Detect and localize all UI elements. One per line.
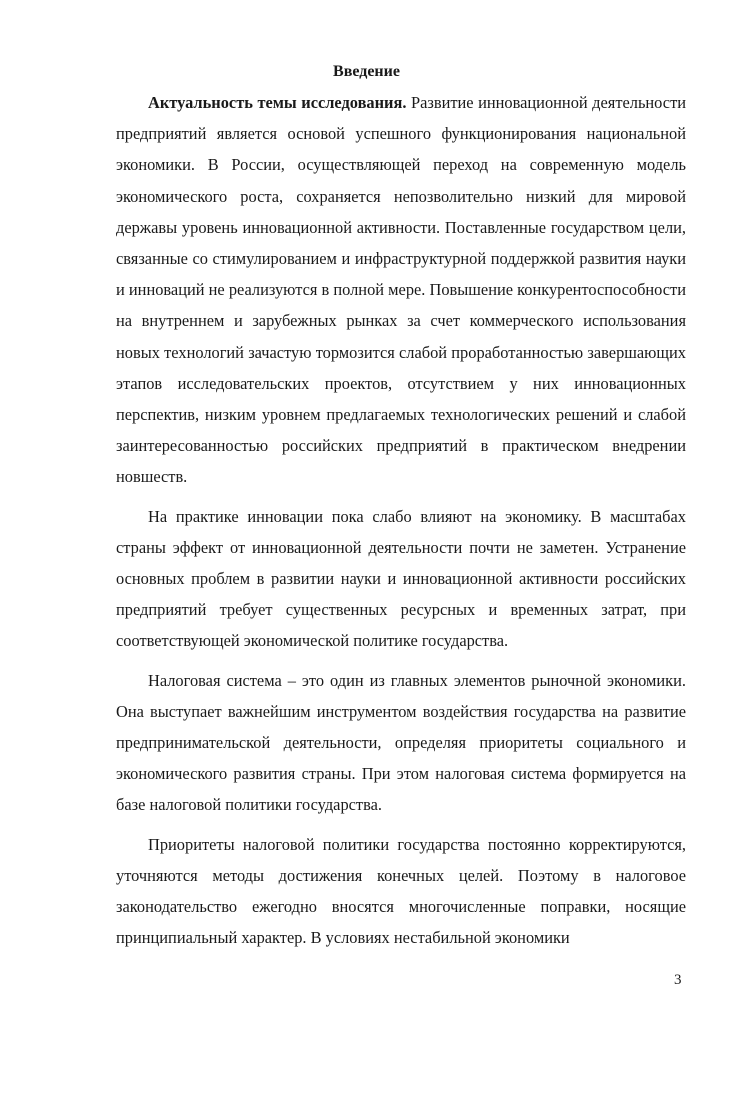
paragraph-lead: Актуальность темы исследования. xyxy=(148,93,407,112)
paragraph-tax-system xyxy=(116,665,686,821)
paragraph-text: Развитие инновационной деятельности предприятий является основой успешного функционирования национальной экономики. В России, осуществляющей переход на современную модель экономического роста, сохраняется непозволительно низкий для мировой державы уровень инновационной активности. Поставленные государством цели, связанные со стимулированием и инфраструктурной поддержкой развития науки и инноваций не реализуются в полной мере. Повышение конкурентоспособности на внутреннем и зарубежных рынках за счет коммерческого использования новых технологий зачастую тормозится слабой проработанностью завершающих этапов исследовательских проектов, отсутствием у них инновационных перспектив, низким уровнем предлагаемых технологических решений и слабой заинтересованностью российских предприятий в практическом внедрении новшеств. xyxy=(116,93,686,487)
paragraph-relevance xyxy=(116,87,686,493)
page-title: Введение xyxy=(333,63,400,80)
body-text xyxy=(116,87,686,953)
paragraph-text: Налоговая система – это один из главных элементов рыночной экономики. Она выступает важнейшим инструментом воздействия государства на развитие предпринимательской деятельности, определяя приоритеты социального и экономического развития страны. При этом налоговая система формируется на базе налоговой политики государства. xyxy=(116,670,686,815)
page-number: 3 xyxy=(674,972,682,988)
paragraph-innovation-practice xyxy=(116,501,686,657)
paragraph-tax-priorities xyxy=(116,829,686,954)
paragraph-text: Приоритеты налоговой политики государства постоянно корректируются, уточняются методы достижения конечных целей. Поэтому в налоговое законодательство ежегодно вносятся многочисленные поправки, носящие принципиальный характер. В условиях нестабильной экономики xyxy=(116,834,686,948)
paragraph-text: На практике инновации пока слабо влияют на экономику. В масштабах страны эффект от инновационной деятельности почти не заметен. Устранение основных проблем в развитии науки и инновационной активности российских предприятий требует существенных ресурсных и временных затрат, при соответствующей экономической политике государства. xyxy=(116,506,686,651)
